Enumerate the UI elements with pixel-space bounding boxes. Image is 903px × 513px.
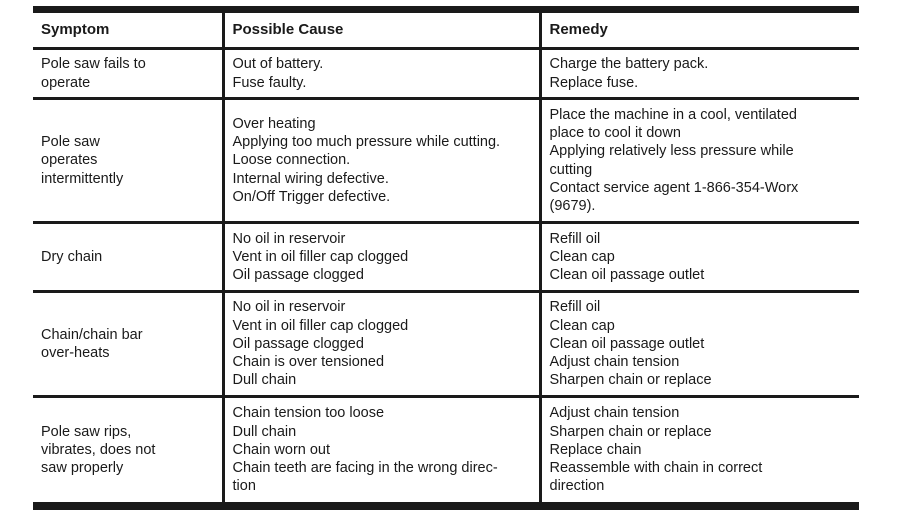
cause-line: Dull chain [232, 423, 297, 440]
cause-line: No oil in reservoir [232, 299, 346, 316]
remedy-line: Replace chain [549, 441, 642, 458]
remedy-line: Refill oil [549, 230, 601, 247]
cause-line: Out of battery. [232, 56, 324, 73]
remedy-line: Clean cap [549, 248, 615, 265]
symptom-line: Pole saw [41, 134, 100, 151]
table-row [33, 49, 859, 99]
header-possible-cause: Possible Cause [223, 13, 540, 49]
remedy-line: Replace fuse. [549, 74, 639, 91]
remedy-line: Refill oil [549, 299, 601, 316]
remedy-line: (9679). [549, 198, 596, 215]
remedy-line: direction [549, 478, 605, 495]
cause-cell [223, 292, 540, 397]
symptom-line: operates [41, 152, 98, 169]
remedy-cell [540, 99, 859, 223]
remedy-line: Reassemble with chain in correct [549, 460, 763, 477]
cause-line: Oil passage clogged [232, 267, 364, 284]
header-remedy: Remedy [540, 13, 859, 49]
table-row [33, 292, 859, 397]
cause-line: Vent in oil filler cap clogged [232, 248, 409, 265]
remedy-line: Sharpen chain or replace [549, 423, 712, 440]
remedy-line: cutting [549, 161, 593, 178]
symptom-line: Pole saw rips, [41, 423, 132, 440]
symptom-cell [33, 49, 223, 99]
symptom-cell [33, 397, 223, 503]
remedy-line: Contact service agent 1-866-354-Worx [549, 179, 799, 196]
cause-line: Vent in oil filler cap clogged [232, 317, 409, 334]
bottom-rule [33, 502, 859, 510]
troubleshooting-table [33, 13, 859, 502]
header-row [33, 13, 859, 49]
remedy-line: Clean oil passage outlet [549, 267, 705, 284]
table-row [33, 99, 859, 223]
cause-cell [223, 99, 540, 223]
cause-line: Chain teeth are facing in the wrong direc- [232, 460, 498, 477]
cause-line: Chain tension too loose [232, 405, 385, 422]
cause-cell [223, 397, 540, 503]
troubleshooting-table-container [33, 6, 859, 510]
remedy-line: place to cool it down [549, 124, 681, 141]
cause-line: No oil in reservoir [232, 230, 346, 247]
remedy-line: Adjust chain tension [549, 405, 680, 422]
cause-line: Applying too much pressure while cutting. [232, 134, 501, 151]
cause-cell [223, 223, 540, 292]
cause-line: Internal wiring defective. [232, 170, 389, 187]
remedy-line: Applying relatively less pressure while [549, 143, 794, 160]
cause-line: Dull chain [232, 372, 297, 389]
cause-line: Oil passage clogged [232, 335, 364, 352]
remedy-line: Clean cap [549, 317, 615, 334]
symptom-cell [33, 223, 223, 292]
cause-line: On/Off Trigger defective. [232, 188, 391, 205]
remedy-line: Sharpen chain or replace [549, 372, 712, 389]
header-symptom: Symptom [33, 13, 223, 49]
table-row [33, 223, 859, 292]
symptom-line: vibrates, does not [41, 441, 156, 458]
remedy-cell [540, 49, 859, 99]
cause-line: Chain worn out [232, 441, 331, 458]
symptom-line: operate [41, 74, 91, 91]
cause-line: tion [232, 478, 256, 495]
cause-line: Fuse faulty. [232, 74, 307, 91]
cause-line: Over heating [232, 115, 316, 132]
remedy-cell [540, 397, 859, 503]
remedy-line: Clean oil passage outlet [549, 335, 705, 352]
symptom-line: Dry chain [41, 248, 103, 265]
cause-line: Chain is over tensioned [232, 354, 385, 371]
remedy-line: Adjust chain tension [549, 354, 680, 371]
symptom-line: over-heats [41, 345, 110, 361]
remedy-cell [540, 292, 859, 397]
table-row [33, 397, 859, 503]
cause-line: Loose connection. [232, 152, 351, 169]
cause-cell [223, 49, 540, 99]
remedy-line: Charge the battery pack. [549, 56, 709, 73]
symptom-cell [33, 99, 223, 223]
symptom-line: intermittently [41, 170, 124, 187]
symptom-line: saw properly [41, 460, 124, 477]
remedy-line: Place the machine in a cool, ventilated [549, 106, 797, 123]
symptom-line: Pole saw fails to [41, 56, 146, 73]
symptom-line: Chain/chain bar [41, 326, 143, 343]
symptom-cell [33, 292, 223, 397]
top-rule [33, 6, 859, 13]
remedy-cell [540, 223, 859, 292]
